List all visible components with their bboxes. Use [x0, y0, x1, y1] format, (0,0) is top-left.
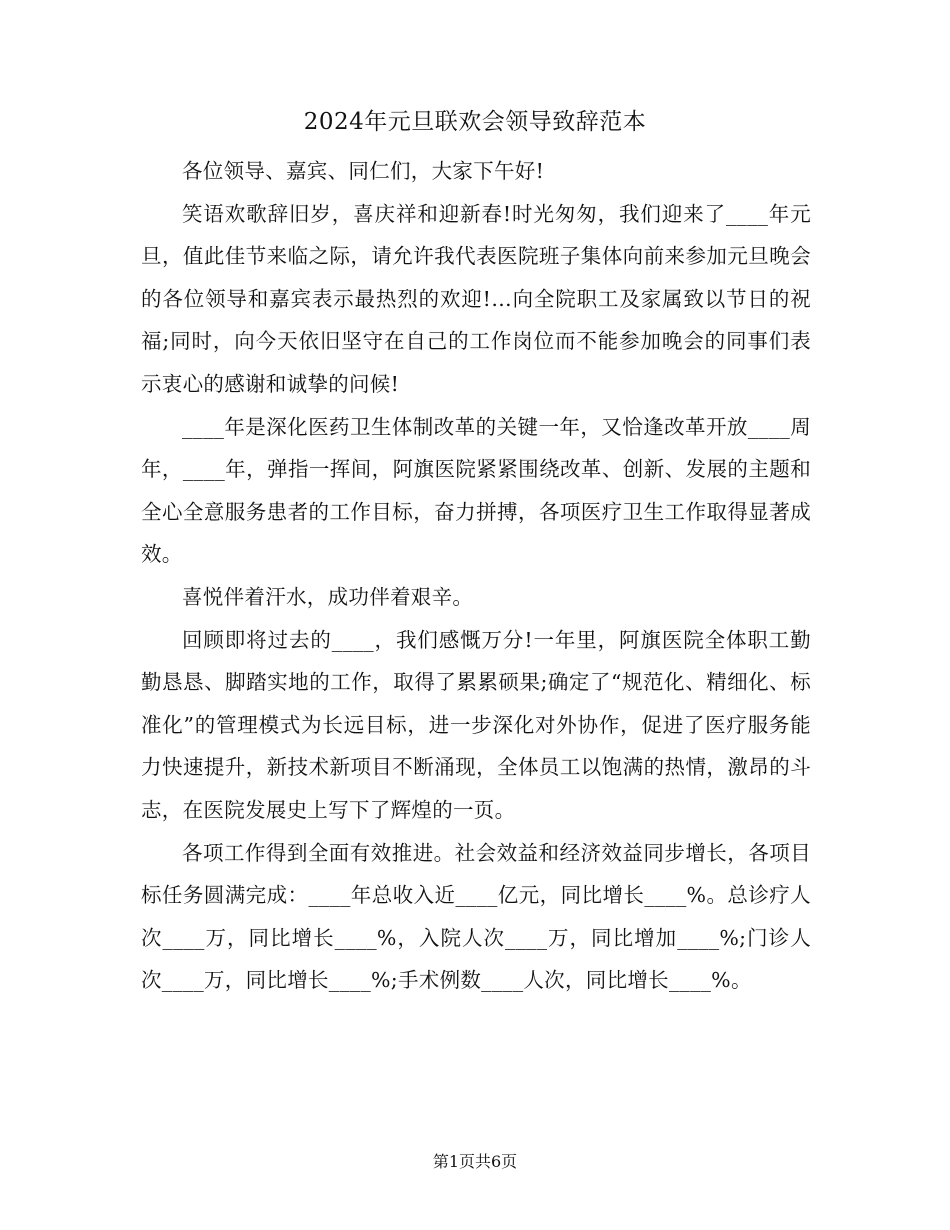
- document-body: [141, 150, 811, 1002]
- paragraph-achievements: 各项工作得到全面有效推进。社会效益和经济效益同步增长，各项目标任务圆满完成：____年总收入近____亿元，同比增长____%。总诊疗人次____万，同比增长____%，入院人次____万，同比增加____%;门诊人次____万，同比增长____%;手术例数____人次，同比增长____%。: [141, 840, 811, 993]
- paragraph-greeting: 各位领导、嘉宾、同仁们，大家下午好!: [182, 159, 545, 183]
- paragraph-joy: 喜悦伴着汗水，成功伴着艰辛。: [182, 584, 474, 609]
- document-title: 2024年元旦联欢会领导致辞范本: [303, 109, 647, 135]
- paragraph-welcome: 笑语欢歌辞旧岁，喜庆祥和迎新春!时光匆匆，我们迎来了____年元旦，值此佳节来临之际，请允许我代表医院班子集体向前来参加元旦晚会的各位领导和嘉宾表示最热烈的欢迎!…向全院职工及家属致以节日的祝福;同时，向今天依旧坚守在自己的工作岗位而不能参加晚会的同事们表示衷心的感谢和诚挚的问候!: [141, 201, 811, 396]
- paragraph-reform: ____年是深化医药卫生体制改革的关键一年，又恰逢改革开放____周年，____年，弹指一挥间，阿旗医院紧紧围绕改革、创新、发展的主题和全心全意服务患者的工作目标，奋力拼搏，各项医疗卫生工作取得显著成效。: [141, 414, 811, 567]
- page-number: 第1页共6页: [432, 1152, 518, 1171]
- paragraph-review: 回顾即将过去的____，我们感慨万分!一年里，阿旗医院全体职工勤勤恳恳、脚踏实地的工作，取得了累累硕果;确定了“规范化、精细化、标准化”的管理模式为长远目标，进一步深化对外协作，促进了医疗服务能力快速提升，新技术新项目不断涌现，全体员工以饱满的热情，激昂的斗志，在医院发展史上写下了辉煌的一页。: [141, 627, 811, 822]
